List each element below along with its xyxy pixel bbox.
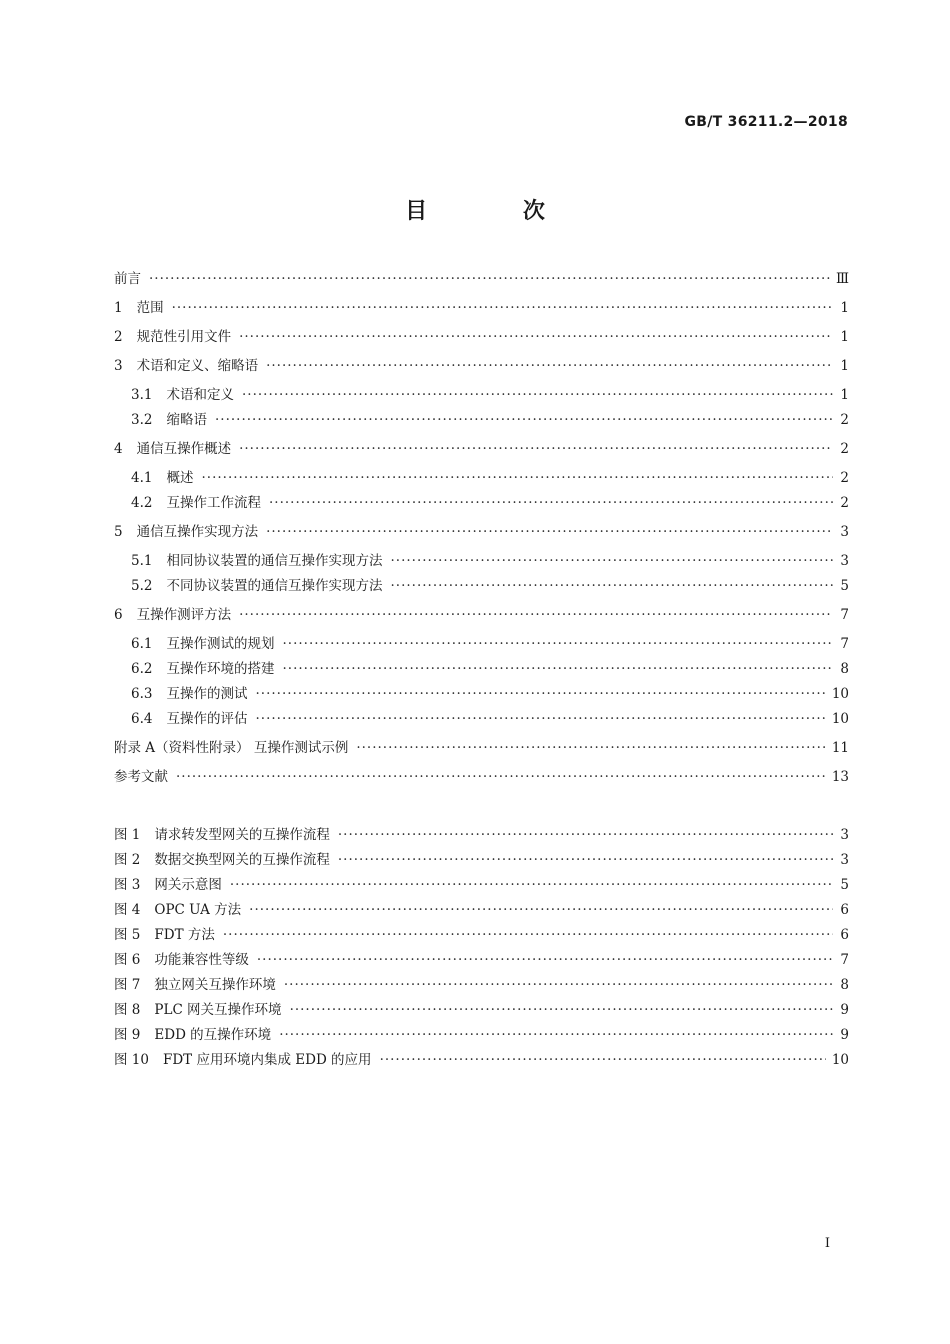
- toc-entry[interactable]: [114, 768, 849, 786]
- figure-entry-page: 7: [840, 952, 849, 968]
- toc-entry-number: 4: [114, 441, 123, 457]
- toc-entry-label: 通信互操作实现方法: [136, 524, 259, 540]
- figure-entry-number: 图 5: [114, 927, 141, 943]
- figure-leader-dots: [338, 851, 833, 869]
- toc-leader-dots: [390, 552, 833, 570]
- toc-entry[interactable]: [114, 660, 849, 678]
- toc-leader-dots: [239, 606, 833, 624]
- toc-entry-page: 13: [831, 769, 849, 785]
- figure-entry-page: 9: [840, 1002, 849, 1018]
- figure-leader-dots: [380, 1051, 826, 1069]
- toc-entry-number: 1: [114, 300, 123, 316]
- toc-entry[interactable]: [114, 685, 849, 703]
- toc-leader-dots: [172, 299, 833, 317]
- figure-entry-number: 图 4: [114, 902, 141, 918]
- page-number: I: [824, 1236, 830, 1251]
- toc-entry-number: 6.1: [131, 636, 153, 652]
- figure-entry-page: 8: [840, 977, 849, 993]
- toc-entry-page: 3: [840, 553, 849, 569]
- toc-entry-page: 2: [840, 441, 849, 457]
- figure-entry-label: OPC UA 方法: [154, 902, 242, 918]
- toc-entry-label: 互操作测评方法: [136, 607, 232, 623]
- toc-entry-label: 互操作的评估: [166, 711, 248, 727]
- figure-leader-dots: [230, 876, 833, 894]
- figure-entry[interactable]: [114, 1051, 849, 1069]
- toc-entry-number: 4.1: [131, 470, 153, 486]
- figure-entry-label: EDD 的互操作环境: [154, 1027, 272, 1043]
- toc-leader-dots: [255, 710, 825, 728]
- toc-leader-dots: [266, 357, 833, 375]
- figure-entry-number: 图 7: [114, 977, 141, 993]
- toc-leader-dots: [282, 635, 833, 653]
- toc-entry-page: Ⅲ: [835, 271, 849, 287]
- figure-entry-label: 请求转发型网关的互操作流程: [154, 827, 330, 843]
- toc-entry-number: 3.1: [131, 387, 153, 403]
- toc-entry-page: 2: [840, 495, 849, 511]
- toc-leader-dots: [282, 660, 833, 678]
- toc-entry-number: 6: [114, 607, 123, 623]
- figure-entry[interactable]: [114, 851, 849, 869]
- toc-leader-dots: [239, 440, 833, 458]
- figure-entry-page: 6: [840, 902, 849, 918]
- toc-leader-dots: [215, 411, 833, 429]
- toc-entry[interactable]: [114, 440, 849, 458]
- figure-entry-number: 图 6: [114, 952, 141, 968]
- figure-leader-dots: [257, 951, 833, 969]
- toc-entry-label: 相同协议装置的通信互操作实现方法: [166, 553, 383, 569]
- toc-entry-number: 5: [114, 524, 123, 540]
- toc-entry-number: 5.1: [131, 553, 153, 569]
- toc-entry-label: 互操作工作流程: [166, 495, 261, 511]
- figure-entry[interactable]: [114, 901, 849, 919]
- toc-leader-dots: [201, 469, 833, 487]
- toc-entry-number: 6.2: [131, 661, 153, 677]
- figure-leader-dots: [249, 901, 833, 919]
- toc-entry-page: 8: [840, 661, 849, 677]
- toc-entry-label: 不同协议装置的通信互操作实现方法: [166, 578, 383, 594]
- figure-entry-number: 图 10: [114, 1052, 149, 1068]
- toc-entry[interactable]: [114, 577, 849, 595]
- toc-entry[interactable]: [114, 606, 849, 624]
- standard-code: GB/T 36211.2—2018: [684, 114, 848, 130]
- toc-entry-label: 互操作测试的规划: [166, 636, 275, 652]
- toc-leader-dots: [266, 523, 833, 541]
- toc-entry-page: 3: [840, 524, 849, 540]
- toc-leader-dots: [242, 386, 833, 404]
- toc-entry[interactable]: [114, 710, 849, 728]
- toc-entry-number: 3.2: [131, 412, 153, 428]
- toc-leader-dots: [269, 494, 833, 512]
- toc-entry-page: 1: [840, 387, 849, 403]
- figure-entry-number: 图 3: [114, 877, 141, 893]
- figure-entry-label: FDT 应用环境内集成 EDD 的应用: [162, 1052, 372, 1068]
- toc-entry-page: 2: [840, 470, 849, 486]
- toc-entry-page: 10: [831, 711, 849, 727]
- toc-leader-dots: [176, 768, 826, 786]
- toc-entry[interactable]: [114, 494, 849, 512]
- figure-entry-label: FDT 方法: [154, 927, 215, 943]
- figure-entry-label: 数据交换型网关的互操作流程: [154, 852, 330, 868]
- toc-entry[interactable]: [114, 552, 849, 570]
- toc-entry-page: 1: [840, 358, 849, 374]
- figure-entry-page: 10: [831, 1052, 849, 1068]
- figure-entry[interactable]: [114, 951, 849, 969]
- toc-leader-dots: [149, 270, 830, 288]
- toc-entry-page: 7: [840, 636, 849, 652]
- figure-entry-page: 6: [840, 927, 849, 943]
- figure-entry-page: 5: [840, 877, 849, 893]
- toc-entry[interactable]: [114, 299, 849, 317]
- toc-entry-label: 参考文献: [114, 769, 168, 785]
- figure-leader-dots: [338, 826, 833, 844]
- toc-entry-label: 互操作环境的搭建: [166, 661, 275, 677]
- toc-entry-number: 6.4: [131, 711, 153, 727]
- toc-leader-dots: [255, 685, 825, 703]
- toc-leader-dots: [356, 739, 825, 757]
- toc-entry-label: 附录 A（资料性附录） 互操作测试示例: [114, 740, 349, 756]
- toc-entry-page: 1: [840, 300, 849, 316]
- toc-entry-label: 缩略语: [166, 412, 207, 428]
- toc-leader-dots: [390, 577, 833, 595]
- toc-entry[interactable]: [114, 739, 849, 757]
- toc-entry-page: 1: [840, 329, 849, 345]
- figure-entry[interactable]: [114, 826, 849, 844]
- toc-entry-page: 5: [840, 578, 849, 594]
- figure-leader-dots: [223, 926, 833, 944]
- figure-entry[interactable]: [114, 876, 849, 894]
- figure-entry[interactable]: [114, 926, 849, 944]
- figure-entry-label: 网关示意图: [154, 877, 222, 893]
- figure-entry[interactable]: [114, 1026, 849, 1044]
- toc-entry-label: 通信互操作概述: [136, 441, 232, 457]
- toc-entry-label: 前言: [114, 271, 141, 287]
- toc-title: 目 次: [405, 199, 589, 224]
- figure-entry-number: 图 2: [114, 852, 141, 868]
- toc-leader-dots: [239, 328, 833, 346]
- figure-entry-number: 图 8: [114, 1002, 141, 1018]
- figure-entry-label: 独立网关互操作环境: [154, 977, 276, 993]
- toc-entry[interactable]: [114, 328, 849, 346]
- figure-entry[interactable]: [114, 1001, 849, 1019]
- toc-entry-number: 4.2: [131, 495, 153, 511]
- toc-entry-page: 10: [831, 686, 849, 702]
- toc-entry-page: 11: [831, 740, 849, 756]
- figure-entry[interactable]: [114, 976, 849, 994]
- toc-entry-label: 范围: [136, 300, 164, 316]
- figure-leader-dots: [284, 976, 833, 994]
- toc-entry[interactable]: [114, 270, 849, 288]
- toc-entry[interactable]: [114, 469, 849, 487]
- toc-entry-label: 术语和定义: [166, 387, 234, 403]
- toc-entry-label: 术语和定义、缩略语: [136, 358, 259, 374]
- toc-entry-label: 规范性引用文件: [136, 329, 232, 345]
- figure-entry-page: 3: [840, 852, 849, 868]
- toc-entry-label: 概述: [166, 470, 194, 486]
- toc-entry-label: 互操作的测试: [166, 686, 248, 702]
- toc-entry-number: 5.2: [131, 578, 153, 594]
- toc-entry[interactable]: [114, 357, 849, 375]
- figure-entry-label: 功能兼容性等级: [154, 952, 249, 968]
- toc-entry-number: 2: [114, 329, 123, 345]
- toc-entry[interactable]: [114, 411, 849, 429]
- figure-entry-page: 3: [840, 827, 849, 843]
- toc-entry-page: 7: [840, 607, 849, 623]
- figure-entry-label: PLC 网关互操作环境: [154, 1002, 282, 1018]
- toc-entry-number: 3: [114, 358, 123, 374]
- figure-entry-number: 图 9: [114, 1027, 141, 1043]
- figure-leader-dots: [279, 1026, 833, 1044]
- figure-entry-page: 9: [840, 1027, 849, 1043]
- toc-entry-number: 6.3: [131, 686, 153, 702]
- figure-entry-number: 图 1: [114, 827, 141, 843]
- figure-leader-dots: [290, 1001, 833, 1019]
- toc-entry-page: 2: [840, 412, 849, 428]
- toc-entry[interactable]: [114, 523, 849, 541]
- toc-entry[interactable]: [114, 635, 849, 653]
- toc-entry[interactable]: [114, 386, 849, 404]
